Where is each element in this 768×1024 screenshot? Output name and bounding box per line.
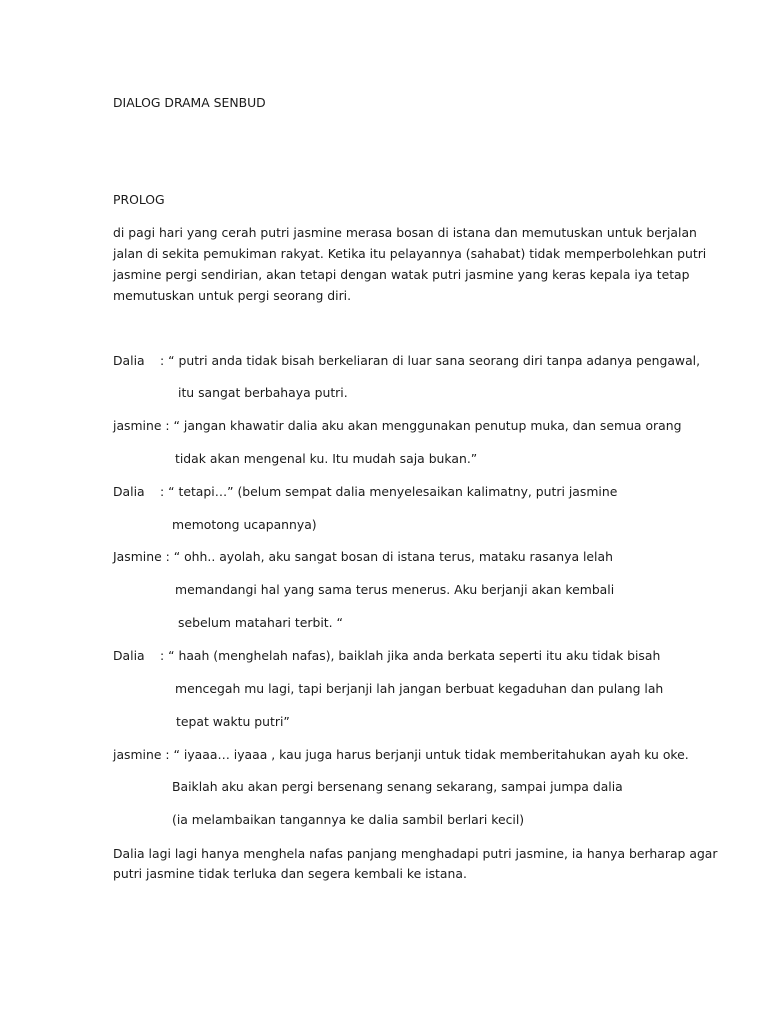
closing-line: putri jasmine tidak terluka dan segera kembali ke istana. [113, 866, 467, 881]
speaker-name: Dalia [113, 484, 145, 499]
stage-direction: (ia melambaikan tangannya ke dalia sambil berlari kecil) [172, 812, 525, 827]
dialog-line: jasmine : “ iyaaa… iyaaa , kau juga harus berjanji untuk tidak memberitahukan ayah ku oke. [113, 747, 689, 762]
prolog-line: jalan di sekita pemukiman rakyat. Ketika itu pelayannya (sahabat) tidak memperbolehkan putri [113, 246, 707, 261]
prolog-line: di pagi hari yang cerah putri jasmine merasa bosan di istana dan memutuskan untuk berjalan [113, 225, 697, 240]
dialog-continuation: sebelum matahari terbit. “ [178, 615, 343, 630]
dialog-continuation: tidak akan mengenal ku. Itu mudah saja bukan.” [175, 451, 478, 466]
dialog-continuation: mencegah mu lagi, tapi berjanji lah jangan berbuat kegaduhan dan pulang lah [175, 681, 664, 696]
dialog-line: Jasmine : “ ohh.. ayolah, aku sangat bosan di istana terus, mataku rasanya lelah [113, 549, 613, 564]
dialog-continuation: tepat waktu putri” [176, 714, 290, 729]
prolog-heading: PROLOG [113, 192, 165, 207]
closing-line: Dalia lagi lagi hanya menghela nafas panjang menghadapi putri jasmine, ia hanya berharap agar [113, 846, 718, 861]
speaker-name: Dalia [113, 648, 145, 663]
dialog-line: jasmine : “ jangan khawatir dalia aku akan menggunakan penutup muka, dan semua orang [113, 418, 682, 433]
dialog-continuation: memotong ucapannya) [172, 517, 317, 532]
prolog-line: jasmine pergi sendirian, akan tetapi dengan watak putri jasmine yang keras kepala iya tetap [113, 267, 690, 282]
dialog-continuation: memandangi hal yang sama terus menerus. Aku berjanji akan kembali [175, 582, 615, 597]
speaker-name: Dalia [113, 353, 145, 368]
dialog-continuation: itu sangat berbahaya putri. [178, 385, 348, 400]
dialog-line: Dalia : “ putri anda tidak bisah berkeliaran di luar sana seorang diri tanpa adanya pengawal, [113, 350, 700, 371]
dialog-line: Dalia : “ tetapi…” (belum sempat dalia menyelesaikan kalimatny, putri jasmine [113, 481, 617, 502]
dialog-continuation: Baiklah aku akan pergi bersenang senang sekarang, sampai jumpa dalia [172, 779, 623, 794]
dialog-line: Dalia : “ haah (menghelah nafas), baiklah jika anda berkata seperti itu aku tidak bisah [113, 645, 660, 666]
document-title: DIALOG DRAMA SENBUD [113, 95, 266, 110]
prolog-line: memutuskan untuk pergi seorang diri. [113, 288, 352, 303]
